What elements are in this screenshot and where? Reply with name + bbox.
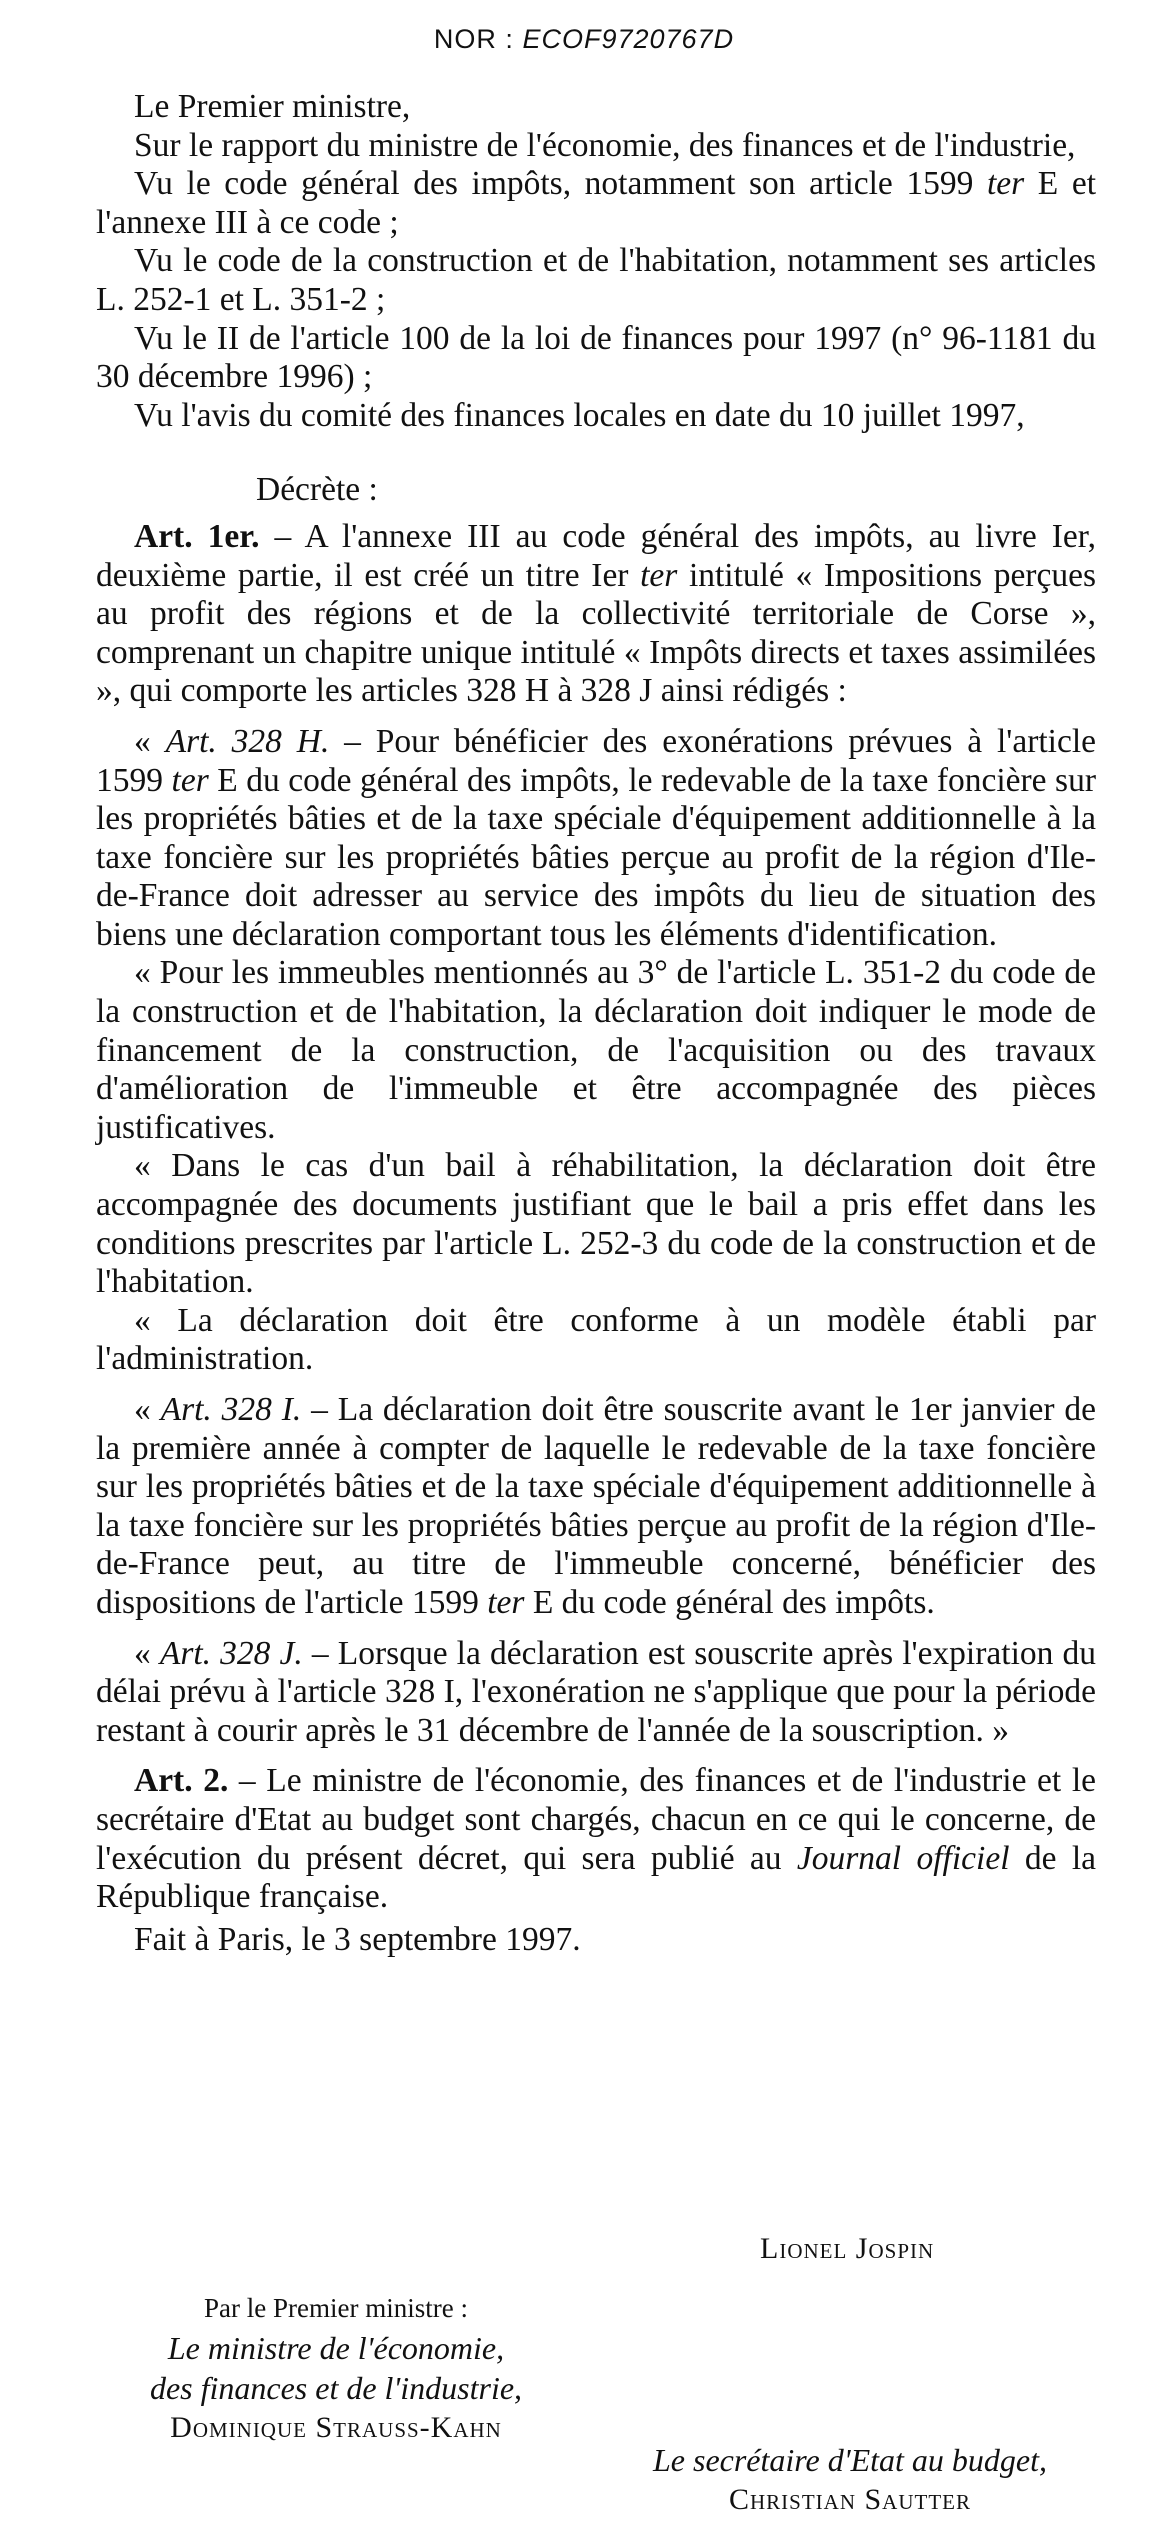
ministre-title-line-2: des finances et de l'industrie,	[149, 2370, 523, 2406]
ministre-name: Dominique Strauss-Kahn	[170, 2411, 502, 2444]
par-le-premier-ministre: Par le Premier ministre :	[204, 2293, 468, 2323]
article-2-label: Art. 2.	[134, 1762, 229, 1800]
signature-block-secretaire	[590, 2440, 1110, 2520]
article-328j-text: – Lorsque la déclaration est souscrite après l'expiration du délai prévu à l'article 328 I, l'exonération ne s'applique que pour la période restant à courir après le 31 décembre de l'année de la souscription. »	[96, 1634, 1097, 1749]
decree-body	[96, 88, 1096, 1959]
article-328h-label: Art. 328 H.	[165, 722, 330, 760]
article-328i-open-quote: «	[134, 1391, 161, 1428]
article-328i-text-a: – La déclaration doit être souscrite avant le 1er janvier de la première année à compter de laquelle le redevable de la taxe foncière sur les propriétés bâties et de la taxe spéciale d'équipement additionnelle à la taxe foncière sur les propriétés bâties perçue au profit de la région d'Ile-de-France peut, au titre de l'immeuble concerné, bénéficier des dispositions de l'article 1599	[96, 1391, 1097, 1621]
vu-cgi-ter: ter	[986, 165, 1025, 203]
signature-block-ministre	[76, 2288, 596, 2448]
secretaire-name: Christian Sautter	[728, 2483, 971, 2516]
article-2-text-b: de la République française.	[96, 1839, 1096, 1916]
article-328h-paragraph-2: « Pour les immeubles mentionnés au 3° de l'article L. 351-2 du code de la construction et de l'habitation, la déclaration doit indiquer le mode de financement de la construction, de l'acquisition ou des travaux d'amélioration de l'immeuble et être accompagnée des pièces justificatives.	[96, 954, 1096, 1146]
preamble-rapport: Sur le rapport du ministre de l'économie, des finances et de l'industrie,	[134, 126, 1076, 164]
article-1-text-b: intitulé « Impositions perçues au profit des régions et de la collectivité territoriale de Corse », comprenant un chapitre unique intitulé « Impôts directs et taxes assimilées », qui comporte les articles 328 H à 328 J ainsi rédigés :	[96, 556, 1096, 710]
article-328h-ter: ter	[171, 761, 209, 799]
article-2	[96, 1762, 1096, 1916]
article-328h-text-a: – Pour bénéficier des exonérations prévues à l'article 1599	[96, 722, 1097, 799]
decrete-heading: Décrète :	[256, 471, 378, 509]
ministre-title-line-1: Le ministre de l'économie,	[167, 2330, 505, 2366]
article-328h-paragraph-3: « Dans le cas d'un bail à réhabilitation, la déclaration doit être accompagnée des documents justifiant que le bail a pris effet dans les conditions prescrites par l'article L. 252-3 du code de la construction et de l'habitation.	[96, 1147, 1096, 1301]
article-328i	[96, 1391, 1096, 1623]
article-2-journal: Journal officiel	[796, 1839, 1010, 1877]
article-328i-ter: ter	[487, 1583, 525, 1621]
article-1	[96, 518, 1096, 711]
vu-cgi-text-a: Vu le code général des impôts, notamment son article 1599	[134, 165, 987, 203]
signature-premier-ministre: Lionel Jospin	[760, 2232, 935, 2265]
article-1-text-a: – A l'annexe III au code général des impôts, au livre Ier, deuxième partie, il est créé un titre Ier	[96, 517, 1096, 594]
article-328h-open-quote: «	[134, 722, 166, 760]
article-328j	[96, 1635, 1096, 1751]
preamble-vu-avis: Vu l'avis du comité des finances locales en date du 10 juillet 1997,	[134, 396, 1025, 434]
article-328h	[96, 723, 1096, 955]
fait-a-paris: Fait à Paris, le 3 septembre 1997.	[134, 1920, 581, 1958]
preamble-vu-loi: Vu le II de l'article 100 de la loi de finances pour 1997 (n° 96-1181 du 30 décembre 1996) ;	[96, 319, 1096, 396]
secretaire-title: Le secrétaire d'Etat au budget,	[652, 2442, 1048, 2478]
article-328i-label: Art. 328 I.	[160, 1391, 302, 1428]
article-328h-text-b: E du code général des impôts, le redevable de la taxe foncière sur les propriétés bâties et de la taxe spéciale d'équipement additionnelle à la taxe foncière sur les propriétés bâties perçue au profit de la région d'Ile-de-France doit adresser au service des impôts du lieu de situation des biens une déclaration comportant tous les éléments d'identification.	[96, 761, 1096, 953]
nor-code: ECOF9720767D	[522, 24, 735, 54]
vu-cgi-text-b: E et l'annexe III à ce code ;	[96, 165, 1097, 241]
article-328j-open-quote: «	[134, 1634, 160, 1672]
preamble-vu-cch: Vu le code de la construction et de l'habitation, notamment ses articles L. 252-1 et L. 351-2 ;	[96, 242, 1096, 318]
article-2-text-a: – Le ministre de l'économie, des finances et de l'industrie et le secrétaire d'Etat au budget sont chargés, chacun en ce qui le concerne, de l'exécution du présent décret, qui sera publié au	[96, 1762, 1097, 1877]
preamble-vu-cgi	[96, 165, 1096, 242]
article-1-ter: ter	[640, 556, 678, 594]
article-1-label: Art. 1er.	[134, 517, 260, 555]
article-328i-text-b: E du code général des impôts.	[524, 1583, 935, 1621]
nor-reference	[0, 24, 1168, 55]
article-328h-paragraph-4: « La déclaration doit être conforme à un modèle établi par l'administration.	[96, 1301, 1096, 1378]
nor-label: NOR :	[433, 24, 514, 54]
article-328j-label: Art. 328 J.	[159, 1634, 303, 1672]
preamble-intro: Le Premier ministre,	[134, 88, 411, 125]
